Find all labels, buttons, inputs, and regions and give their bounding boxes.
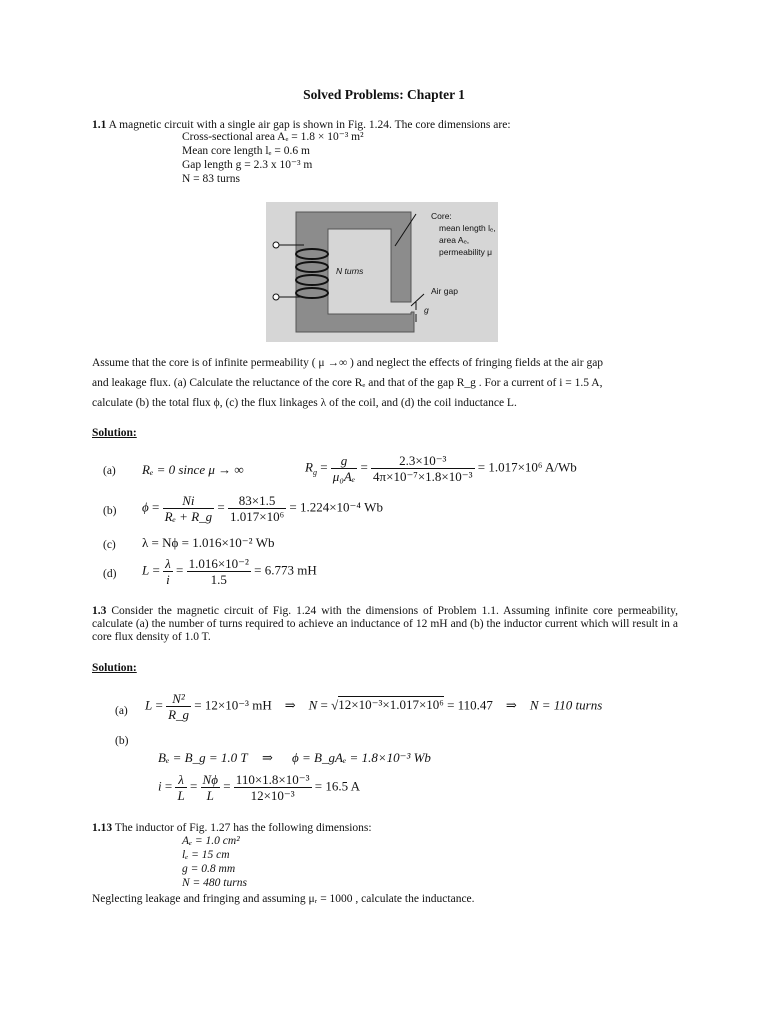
flux-linkage-eq: λ = Nϕ = 1.016×10⁻² Wb [142, 535, 275, 550]
result: = 1.017×10⁶ A/Wb [477, 459, 577, 475]
problem-text: Consider the magnetic circuit of Fig. 1.24 with the dimensions of Problem 1.1. Assuming infinite core permeability, calculate (a) the number of turns required to achieve an inductance of 12 mH and (b) the inductor current which will result in a core flux density of 1.0 T. [92, 605, 678, 643]
figure-magnetic-circuit [266, 202, 498, 342]
numerator: Nϕ [202, 772, 218, 787]
closing-text: Neglecting leakage and fringing and assuming μᵣ = 1000 , calculate the inductance. [92, 893, 475, 905]
mean-length-label: mean length lₑ, [439, 223, 496, 233]
denominator: L [206, 788, 214, 803]
fraction [201, 772, 220, 803]
core-legend [431, 210, 496, 258]
part-label: (d) [103, 568, 117, 580]
n-turns-label: N turns [336, 266, 364, 276]
implies-arrow: ⇒ [284, 697, 296, 713]
numerator: 110×1.8×10⁻³ [235, 772, 310, 787]
expression: = 12×10⁻³ mH [194, 697, 272, 713]
fraction [331, 453, 357, 484]
denominator: 4π×10⁻⁷×1.8×10⁻³ [373, 469, 473, 484]
dim-line: Cross-sectional area Aₑ = 1.8 × 10⁻³ m² [182, 131, 364, 143]
denominator: Rₑ + R_g [164, 509, 213, 524]
turns-eq: L = $\frac{\text{N²}}{R\_g}$ = 12×10⁻³ mH ⇒ N = √12×10⁻³×1.017×10⁶ = 110.47 ⇒ N = 110 turns [145, 691, 603, 722]
rg-symbol: R [305, 459, 313, 475]
dim-line: N = 83 turns [182, 173, 240, 185]
part-label: (a) [103, 465, 116, 477]
fraction [175, 772, 186, 803]
numerator: Ni [163, 493, 215, 509]
implies-arrow: ⇒ [505, 697, 517, 713]
dim-line: Aₑ = 1.0 cm² [182, 835, 240, 847]
solution-heading: Solution: [92, 427, 137, 439]
problem-number: 1.1 [92, 119, 107, 131]
result: = 1.224×10⁻⁴ Wb [289, 499, 383, 515]
part-label: (b) [103, 505, 117, 517]
core-label: Core: [431, 211, 452, 221]
solution-heading: Solution: [92, 662, 137, 674]
result: = 16.5 A [314, 778, 361, 794]
problem-1-13-intro [92, 822, 372, 835]
gap-symbol-label: g [424, 305, 429, 315]
sqrt-expression: 12×10⁻³×1.017×10⁶ [338, 697, 444, 713]
fraction [163, 556, 173, 587]
question-line: calculate (b) the total flux ϕ, (c) the flux linkages λ of the coil, and (d) the coil inductance L. [92, 397, 517, 409]
dim-line: N = 480 turns [182, 877, 247, 889]
current-eq: i = $\frac{\lambda}{L}$ = $\frac{N\phi}{L}$ = $\frac{\text{110×1.8×10⁻³}}{\text{12×10⁻³}}$ = 16.5 A [158, 772, 361, 803]
flux-density-eq: Bₑ = B_g = 1.0 T [158, 750, 248, 765]
core-reluctance-eq: Rₑ = 0 since μ → ∞ [142, 462, 244, 477]
area-label: area Aₑ, [439, 235, 470, 245]
denominator: R_g [168, 707, 190, 722]
inductance-eq: L = $\frac{\lambda}{i}$ = $\frac{\text{1.016×10⁻²}}{1.5}$ = 6.773 mH [142, 556, 317, 587]
numerator: N² [166, 691, 191, 707]
problem-number: 1.13 [92, 822, 113, 834]
numerator: λ [175, 772, 186, 788]
part-label: (c) [103, 539, 116, 551]
air-gap-label: Air gap [431, 286, 458, 296]
flux-eq: ϕ = $\frac{Ni}{\text{Rₑ + R\_g}}$ = $\frac{83\times 1.5}{\text{1.017×10⁶}}$ = 1.224×10⁻⁴ Wb [142, 493, 383, 524]
denominator: 1.5 [210, 572, 227, 587]
fraction [166, 691, 191, 722]
problem-number: 1.3 [92, 605, 107, 617]
implies-arrow: ⇒ [262, 750, 273, 765]
numerator: λ [165, 556, 171, 571]
gap-reluctance-eq: $R_g$ = $\frac{g}{\text{μ₀Aₑ}}$ = $\frac{\text{2.3×10⁻³}}{\text{4π×10⁻⁷×1.8×10⁻³}}$ = 1.017×10⁶ A/Wb [305, 453, 577, 484]
result: = 110.47 [447, 697, 493, 713]
dim-line: Gap length g = 2.3 x 10⁻³ m [182, 159, 313, 171]
fraction [187, 556, 251, 587]
dim-line: g = 0.8 mm [182, 863, 236, 875]
numerator: 2.3×10⁻³ [371, 453, 474, 469]
dim-line: Mean core length lₑ = 0.6 m [182, 145, 310, 157]
core-flux-eq: ϕ = B_gAₑ = 1.8×10⁻³ Wb [292, 750, 431, 765]
denominator: 12×10⁻³ [250, 788, 295, 803]
part-label: (a) [115, 705, 128, 717]
numerator: 1.016×10⁻² [188, 556, 249, 571]
permeability-label: permeability μ [439, 247, 493, 257]
fraction [371, 453, 474, 484]
dim-line: lₑ = 15 cm [182, 849, 230, 861]
fraction [234, 772, 312, 803]
problem-text: A magnetic circuit with a single air gap is shown in Fig. 1.24. The core dimensions are: [108, 119, 511, 131]
part-label: (b) [115, 735, 129, 747]
numerator: 83×1.5 [228, 493, 286, 509]
fraction [163, 493, 215, 524]
denominator: L [177, 788, 185, 803]
page-title: Solved Problems: Chapter 1 [303, 87, 465, 102]
denominator: μ₀Aₑ [332, 469, 356, 484]
question-line: Assume that the core is of infinite permeability ( μ →∞ ) and neglect the effects of fringing fields at the air gap [92, 357, 604, 369]
denominator: 1.017×10⁶ [230, 509, 285, 524]
result: = 6.773 mH [254, 562, 317, 578]
numerator: g [331, 453, 357, 469]
problem-text: The inductor of Fig. 1.27 has the following dimensions: [114, 822, 372, 834]
final-result: N = 110 turns [529, 697, 603, 713]
denominator: i [166, 572, 170, 587]
problem-1-3-text [92, 605, 678, 644]
question-line: and leakage flux. (a) Calculate the reluctance of the core Rₑ and that of the gap R_g . For a current of i = 1.5 A, [92, 377, 603, 389]
fraction [228, 493, 286, 524]
